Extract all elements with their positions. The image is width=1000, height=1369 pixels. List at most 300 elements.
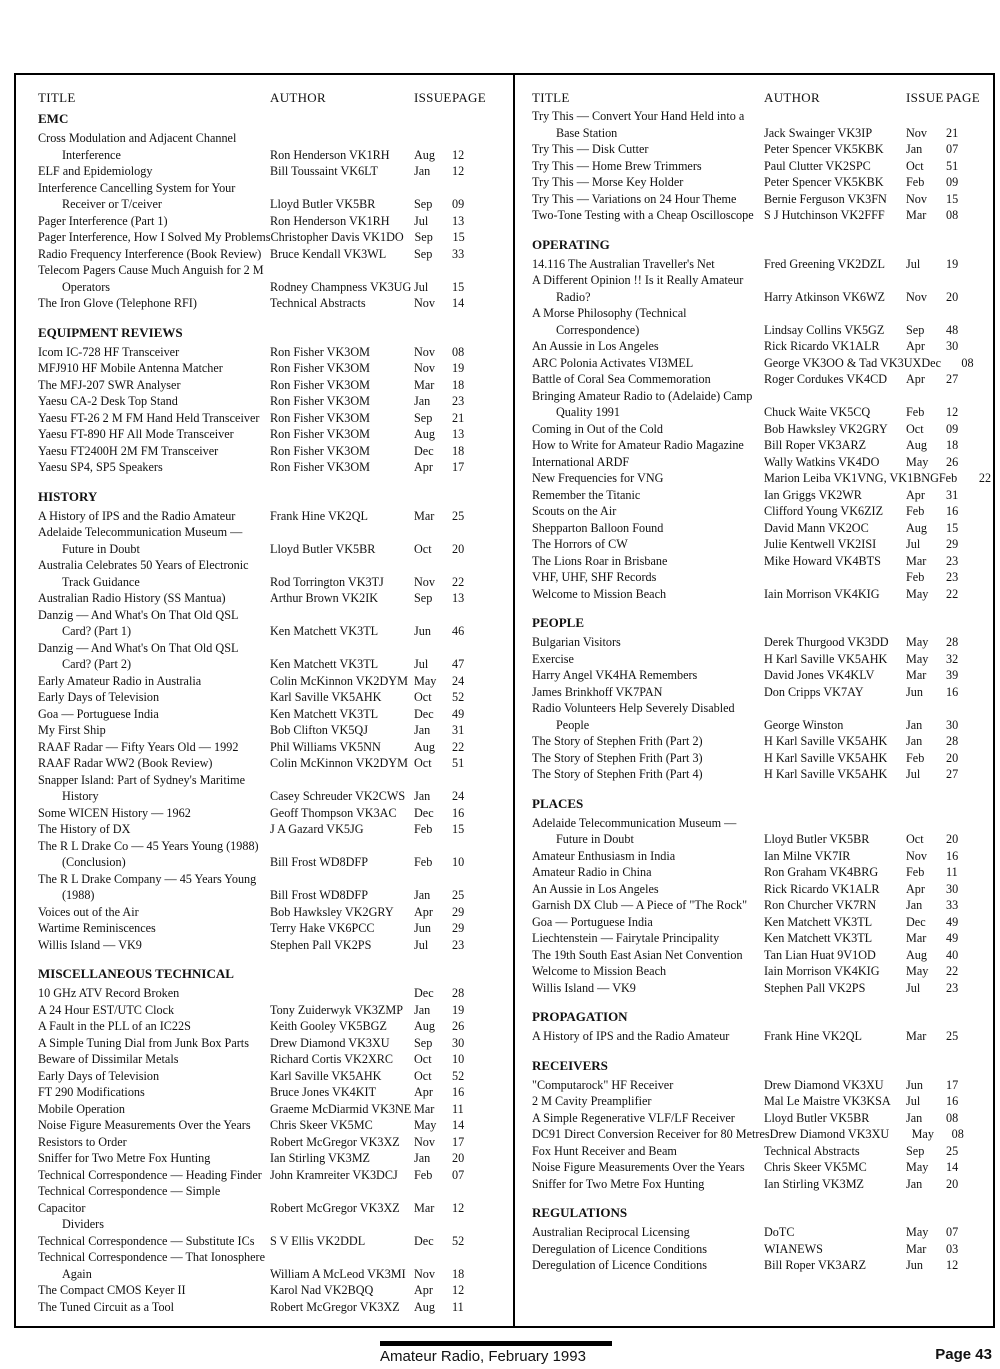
index-entry: [532, 174, 982, 191]
entry-title: [532, 338, 764, 355]
index-column-left: [38, 86, 508, 1315]
entry-title-line: Welcome to Mission Beach: [532, 964, 667, 978]
index-entry: [532, 634, 982, 651]
entry-title-line: Deregulation of Licence Conditions: [532, 1241, 707, 1256]
entry-page: 31: [452, 723, 465, 737]
entry-title: [532, 586, 764, 603]
entry-title-line: Noise Figure Measurements Over the Years: [532, 1160, 745, 1174]
entry-author: Karl Saville VK5AHK: [270, 690, 382, 704]
entry-page: 12: [452, 1283, 465, 1297]
index-entry: [38, 985, 508, 1002]
entry-author: WIANEWS: [764, 1241, 823, 1256]
entry-page: 28: [452, 986, 465, 1000]
index-entry: [532, 1028, 982, 1045]
entry-title-continuation: Base Station: [556, 125, 618, 140]
index-entry: [532, 897, 982, 914]
index-entry: [38, 213, 508, 230]
entry-title-line: Bulgarian Visitors: [532, 635, 621, 649]
footer-publication: Amateur Radio, February 1993: [380, 1348, 586, 1365]
index-entry: [532, 667, 982, 684]
entry-issue: Nov: [414, 574, 435, 589]
entry-page: 08: [946, 1110, 959, 1125]
entry-author: Tan Lian Huat 9V1OD: [764, 947, 876, 962]
entry-title: [532, 1110, 764, 1127]
entry-title: [532, 553, 764, 570]
entry-author: Robert McGregor VK3XZ: [270, 1134, 400, 1149]
entry-title-line: Mobile Operation: [38, 1101, 125, 1116]
index-entry: [38, 871, 508, 904]
entry-author: Ron Fisher VK3OM: [270, 427, 370, 441]
entry-title: [38, 673, 270, 690]
entry-author: Ken Matchett VK3TL: [270, 706, 379, 721]
entry-page: 08: [452, 344, 465, 359]
header-page: PAGE: [452, 90, 486, 105]
index-entry: [38, 410, 508, 427]
entry-page: 20: [946, 289, 959, 304]
entry-title: [532, 1159, 764, 1176]
entry-issue: Feb: [906, 504, 925, 518]
header-title: TITLE: [532, 90, 570, 105]
entry-author: Richard Cortis VK2XRC: [270, 1052, 394, 1066]
entry-issue: Sep: [906, 322, 925, 337]
index-entry: [38, 1150, 508, 1167]
entry-title-line: RAAF Radar — Fifty Years Old — 1992: [38, 739, 239, 754]
entry-title-continuation: (1988): [62, 888, 95, 902]
entry-page: 21: [452, 410, 465, 425]
entry-title-line: Yaesu FT-890 HF All Mode Transceiver: [38, 427, 234, 441]
entry-title-continuation: Receiver or T/ceiver: [62, 197, 162, 211]
index-entry: [38, 689, 508, 706]
entry-issue: Mar: [906, 931, 927, 945]
index-entry: [38, 1002, 508, 1019]
index-entry: [38, 821, 508, 838]
entry-author: Frank Hine VK2QL: [764, 1029, 862, 1043]
entry-title-line: Some WICEN History — 1962: [38, 805, 191, 820]
entry-issue: Jan: [414, 723, 431, 737]
entry-author: Paul Clutter VK2SPC: [764, 158, 871, 173]
entry-page: 29: [946, 537, 959, 551]
entry-issue: Mar: [414, 377, 435, 392]
entry-author: Ian Milne VK7IR: [764, 848, 851, 863]
entry-page: 25: [946, 1029, 959, 1043]
entry-page: 18: [452, 1266, 465, 1281]
entry-author: Colin McKinnon VK2DYM: [270, 756, 408, 770]
entry-title-line: Try This — Convert Your Hand Held into a: [532, 109, 745, 123]
entry-title-line: The Lions Roar in Brisbane: [532, 553, 668, 568]
entry-title: [38, 904, 270, 921]
entry-issue: Nov: [906, 848, 927, 863]
index-entry: [532, 207, 982, 224]
entry-title-line: Danzig — And What's On That Old QSL: [38, 607, 239, 622]
entry-issue: Feb: [938, 471, 958, 485]
entry-issue: Aug: [414, 1019, 435, 1033]
index-entry: [38, 607, 508, 640]
entry-title-line: MFJ910 HF Mobile Antenna Matcher: [38, 361, 223, 375]
entry-author: H Karl Saville VK5AHK: [764, 651, 888, 666]
entry-title-line: Garnish DX Club — A Piece of "The Rock": [532, 898, 748, 912]
entry-issue: Jan: [414, 1151, 431, 1165]
entry-title: [38, 344, 270, 361]
index-entry: [532, 141, 982, 158]
entry-author: Bruce Kendall VK3WL: [270, 246, 387, 261]
entry-issue: Jul: [906, 537, 921, 551]
entry-issue: May: [911, 1127, 934, 1141]
entry-title: [38, 213, 270, 230]
entry-author: Drew Diamond VK3XU: [270, 1035, 390, 1050]
entry-author: Geoff Thompson VK3AC: [270, 805, 397, 820]
entry-page: 51: [452, 756, 465, 770]
entry-page: 16: [946, 1094, 959, 1108]
entry-title-line: Adelaide Telecommunication Museum —: [38, 525, 243, 539]
entry-title: [532, 1093, 764, 1110]
entry-title: [532, 1224, 764, 1241]
entry-author: Terry Hake VK6PCC: [270, 921, 375, 935]
entry-title: [38, 1117, 270, 1134]
entry-title-line: Try This — Home Brew Trimmers: [532, 158, 702, 173]
entry-issue: Mar: [414, 508, 435, 523]
index-entry: [532, 338, 982, 355]
index-entry: [532, 355, 982, 372]
entry-page: 08: [961, 355, 974, 370]
entry-title-continuation: Correspondence): [556, 322, 640, 337]
entry-title-line: The Compact CMOS Keyer II: [38, 1283, 186, 1297]
index-entry: [532, 684, 982, 701]
entry-author: Chris Skeer VK5MC: [764, 1160, 867, 1174]
entry-issue: Nov: [414, 1134, 435, 1149]
entry-title-line: Willis Island — VK9: [38, 937, 142, 952]
entry-author: Peter Spencer VK5KBK: [764, 142, 884, 156]
entry-issue: Oct: [414, 541, 432, 556]
entry-author: George Winston: [764, 717, 844, 732]
entry-issue: Apr: [906, 487, 925, 502]
index-column-right: [532, 86, 992, 1274]
entry-title-continuation: Operators: [62, 279, 111, 294]
section-heading: EQUIPMENT REVIEWS: [38, 324, 183, 340]
index-entry: [532, 191, 982, 208]
entry-issue: Jan: [906, 898, 923, 912]
entry-issue: Feb: [414, 1167, 433, 1182]
entry-title: [38, 937, 270, 954]
entry-title: [532, 963, 764, 980]
index-entry: [38, 673, 508, 690]
entry-issue: Oct: [414, 756, 432, 770]
entry-author: Ron Henderson VK1RH: [270, 147, 390, 162]
entry-issue: Sep: [414, 410, 433, 425]
entry-page: 19: [946, 256, 959, 271]
index-entry: [38, 426, 508, 443]
index-entry: [532, 1257, 982, 1274]
entry-page: 03: [946, 1241, 959, 1256]
entry-title-line: An Aussie in Los Angeles: [532, 881, 659, 896]
entry-author: Rick Ricardo VK1ALR: [764, 339, 880, 353]
entry-issue: Jul: [906, 980, 921, 995]
entry-page: 18: [452, 377, 465, 392]
entry-title: [38, 985, 270, 1002]
entry-issue: Feb: [906, 405, 925, 419]
entry-title: [532, 864, 764, 881]
header-title: TITLE: [38, 90, 76, 105]
entry-title-line: The Tuned Circuit as a Tool: [38, 1299, 175, 1314]
entry-issue: Oct: [906, 832, 924, 846]
entry-title: [532, 536, 764, 553]
entry-author: Don Cripps VK7AY: [764, 684, 864, 699]
entry-title: [38, 755, 270, 772]
header-author: AUTHOR: [764, 90, 820, 105]
entry-issue: Mar: [414, 1200, 435, 1215]
entry-issue: Jun: [906, 1258, 923, 1272]
entry-title: [532, 487, 764, 504]
entry-page: 30: [946, 881, 959, 896]
entry-title-line: Australian Radio History (SS Mantua): [38, 591, 226, 605]
entry-issue: Mar: [906, 1241, 927, 1256]
entry-author: Technical Abstracts: [270, 296, 366, 310]
entry-issue: Apr: [414, 1085, 433, 1099]
entry-page: 15: [452, 822, 465, 836]
index-entry: [532, 569, 982, 586]
entry-title: [38, 772, 270, 805]
entry-author: Ian Griggs VK2WR: [764, 487, 862, 502]
entry-title-line: Australian Reciprocal Licensing: [532, 1225, 690, 1239]
entry-page: 52: [452, 1068, 465, 1083]
entry-page: 23: [452, 937, 465, 952]
entry-issue: Jun: [906, 684, 923, 699]
index-entry: [532, 454, 982, 471]
entry-author: Ron Fisher VK3OM: [270, 410, 370, 425]
entry-title-line: Telecom Pagers Cause Much Anguish for 2 M: [38, 263, 264, 277]
entry-issue: Nov: [414, 361, 435, 375]
entry-issue: May: [906, 1225, 929, 1239]
entry-title-line: Sniffer for Two Metre Fox Hunting: [38, 1151, 211, 1165]
entry-issue: Sep: [414, 591, 433, 605]
entry-page: 31: [946, 487, 959, 502]
entry-title-continuation: Quality 1991: [556, 405, 620, 419]
entry-author: Iain Morrison VK4KIG: [764, 586, 880, 601]
header-issue: ISSUE: [414, 90, 452, 105]
entry-author: Drew Diamond VK3XU: [764, 1077, 884, 1092]
entry-title-continuation: (Conclusion): [62, 855, 126, 869]
index-entry: [532, 108, 982, 141]
column-divider: [513, 73, 515, 1328]
entry-title: [532, 141, 764, 158]
entry-title: [38, 524, 270, 557]
entry-author: Technical Abstracts: [764, 1143, 860, 1158]
index-entry: [38, 805, 508, 822]
entry-title: [532, 388, 764, 421]
entry-title-line: Interference Cancelling System for Your: [38, 180, 236, 195]
section-heading: RECEIVERS: [532, 1057, 608, 1073]
entry-issue: May: [906, 635, 929, 649]
section-heading: PROPAGATION: [532, 1009, 628, 1024]
index-entry: [532, 256, 982, 273]
entry-page: 48: [946, 322, 959, 337]
entry-author: Mal Le Maistre VK3KSA: [764, 1094, 891, 1108]
entry-title: [38, 393, 270, 410]
entry-page: 40: [946, 947, 959, 962]
entry-title-line: DC91 Direct Conversion Receiver for 80 Metres: [532, 1127, 770, 1141]
entry-title-line: ARC Polonia Activates VI3MEL: [532, 355, 694, 370]
entry-page: 52: [452, 690, 465, 704]
entry-author: Chris Skeer VK5MC: [270, 1118, 373, 1132]
entry-author: Ken Matchett VK3TL: [764, 914, 873, 929]
entry-issue: Jan: [906, 734, 923, 748]
entry-author: Ron Fisher VK3OM: [270, 443, 370, 458]
entry-title-line: Radio Frequency Interference (Book Review): [38, 246, 262, 261]
index-entry: [532, 750, 982, 767]
entry-title: [532, 454, 764, 471]
entry-title-line: Voices out of the Air: [38, 904, 139, 919]
entry-page: 08: [946, 208, 959, 222]
entry-title: [532, 914, 764, 931]
entry-title: [532, 947, 764, 964]
index-entry: [532, 1110, 982, 1127]
entry-author: Lloyd Butler VK5BR: [270, 197, 376, 211]
entry-page: 12: [452, 164, 465, 178]
index-entry: [38, 1249, 508, 1282]
entry-title: [38, 180, 270, 213]
entry-title-line: A Different Opinion !! Is it Really Amateur: [532, 273, 744, 287]
entry-author: Phil Williams VK5NN: [270, 739, 381, 754]
entry-title: [532, 470, 764, 487]
entry-issue: Dec: [414, 443, 434, 458]
entry-title: [532, 897, 764, 914]
entry-title-continuation: Future in Doubt: [556, 832, 634, 846]
entry-author: Bernie Ferguson VK3FN: [764, 191, 887, 206]
entry-title-line: Australia Celebrates 50 Years of Electronic: [38, 558, 249, 572]
index-entry: [532, 881, 982, 898]
entry-page: 12: [452, 1200, 465, 1215]
entry-page: 22: [452, 574, 465, 589]
index-entry: [38, 344, 508, 361]
entry-issue: Oct: [906, 421, 924, 436]
entry-issue: Oct: [414, 690, 432, 704]
entry-title: [38, 508, 270, 525]
entry-title-line: Yaesu FT-26 2 M FM Hand Held Transceiver: [38, 410, 260, 425]
entry-issue: Jun: [414, 921, 431, 935]
entry-title: [532, 1077, 764, 1094]
entry-issue: May: [906, 454, 929, 469]
entry-title-line: Try This — Morse Key Holder: [532, 175, 684, 189]
entry-page: 33: [452, 246, 465, 261]
entry-issue: Feb: [414, 822, 433, 836]
entry-author: Ken Matchett VK3TL: [764, 931, 873, 945]
entry-issue: May: [414, 1118, 437, 1132]
entry-page: 22: [946, 964, 959, 978]
entry-issue: Jul: [414, 937, 429, 952]
entry-issue: Jan: [414, 1002, 431, 1017]
entry-issue: Jan: [906, 717, 923, 732]
entry-title: [38, 1002, 270, 1019]
entry-title-line: Noise Figure Measurements Over the Years: [38, 1118, 251, 1132]
entry-issue: Sep: [414, 1035, 433, 1050]
index-entry: [38, 1282, 508, 1299]
entry-title: [532, 848, 764, 865]
entry-page: 17: [452, 460, 465, 474]
index-entry: [38, 130, 508, 163]
column-header: [532, 86, 982, 108]
entry-title: [38, 262, 270, 295]
entry-title: [38, 229, 271, 246]
entry-title-line: Technical Correspondence — Simple Capacitor: [38, 1184, 221, 1215]
entry-author: George VK3OO & Tad VK3UX: [764, 355, 922, 370]
entry-title-continuation: Card? (Part 2): [62, 657, 132, 671]
entry-issue: Jan: [414, 789, 431, 803]
entry-title: [532, 980, 764, 997]
entry-author: Lloyd Butler VK5BR: [764, 1110, 870, 1125]
entry-issue: Jan: [414, 394, 431, 408]
entry-title-line: Goa — Portuguese India: [38, 706, 159, 721]
footer-rule: [380, 1341, 612, 1346]
entry-author: Iain Morrison VK4KIG: [764, 964, 880, 978]
entry-author: David Mann VK2OC: [764, 520, 869, 535]
entry-title: [532, 108, 764, 141]
entry-page: 20: [452, 1151, 465, 1165]
entry-title: [38, 871, 270, 904]
index-entry: [532, 470, 992, 487]
entry-issue: Feb: [906, 750, 925, 765]
index-entry: [38, 755, 508, 772]
entry-author: Robert McGregor VK3XZ: [270, 1200, 400, 1215]
entry-page: 15: [452, 279, 465, 294]
index-entry: [532, 1126, 982, 1143]
index-entry: [38, 360, 508, 377]
index-entry: [38, 838, 508, 871]
entry-title: [532, 191, 764, 208]
entry-issue: Mar: [414, 1101, 435, 1116]
entry-page: 09: [452, 197, 465, 211]
entry-author: Ken Matchett VK3TL: [270, 657, 379, 671]
entry-author: H Karl Saville VK5AHK: [764, 750, 888, 765]
entry-title-line: Early Days of Television: [38, 690, 160, 704]
entry-author: Wally Watkins VK4DO: [764, 454, 880, 469]
entry-issue: Jul: [414, 657, 429, 671]
entry-page: 20: [946, 1176, 959, 1191]
entry-title-line: The R L Drake Co — 45 Years Young (1988): [38, 838, 259, 853]
entry-page: 08: [951, 1127, 964, 1141]
index-entry: [532, 1093, 982, 1110]
entry-title: [38, 163, 270, 180]
entry-title-line: Wartime Reminiscences: [38, 921, 156, 935]
entry-author: Marion Leiba VK1VNG, VK1BNG: [764, 471, 939, 485]
entry-title-continuation: People: [556, 717, 590, 732]
index-entry: [532, 305, 982, 338]
entry-author: Bruce Jones VK4KIT: [270, 1085, 377, 1099]
entry-issue: Feb: [906, 570, 925, 584]
index-entry: [532, 586, 982, 603]
entry-page: 09: [946, 421, 959, 436]
index-entry: [38, 937, 508, 954]
entry-author: William A McLeod VK3MI: [270, 1266, 406, 1281]
entry-issue: Feb: [414, 855, 433, 869]
section-heading: OPERATING: [532, 236, 610, 252]
entry-page: 30: [946, 717, 959, 732]
entry-title-line: FT 290 Modifications: [38, 1085, 145, 1099]
entry-page: 14: [452, 296, 465, 310]
entry-title: [532, 158, 764, 175]
entry-issue: Aug: [906, 947, 927, 962]
entry-title-line: 14.116 The Australian Traveller's Net: [532, 256, 715, 271]
entry-title: [38, 1084, 270, 1101]
entry-title: [532, 174, 764, 191]
index-entry: [532, 437, 982, 454]
entry-title: [532, 421, 764, 438]
entry-issue: Oct: [414, 1052, 432, 1066]
entry-page: 25: [452, 508, 465, 523]
entry-issue: Dec: [414, 805, 434, 820]
entry-title-line: Remember the Titanic: [532, 487, 641, 502]
entry-title-line: A History of IPS and the Radio Amateur: [38, 508, 236, 523]
entry-title-line: Early Days of Television: [38, 1068, 160, 1083]
entry-page: 52: [452, 1233, 465, 1248]
